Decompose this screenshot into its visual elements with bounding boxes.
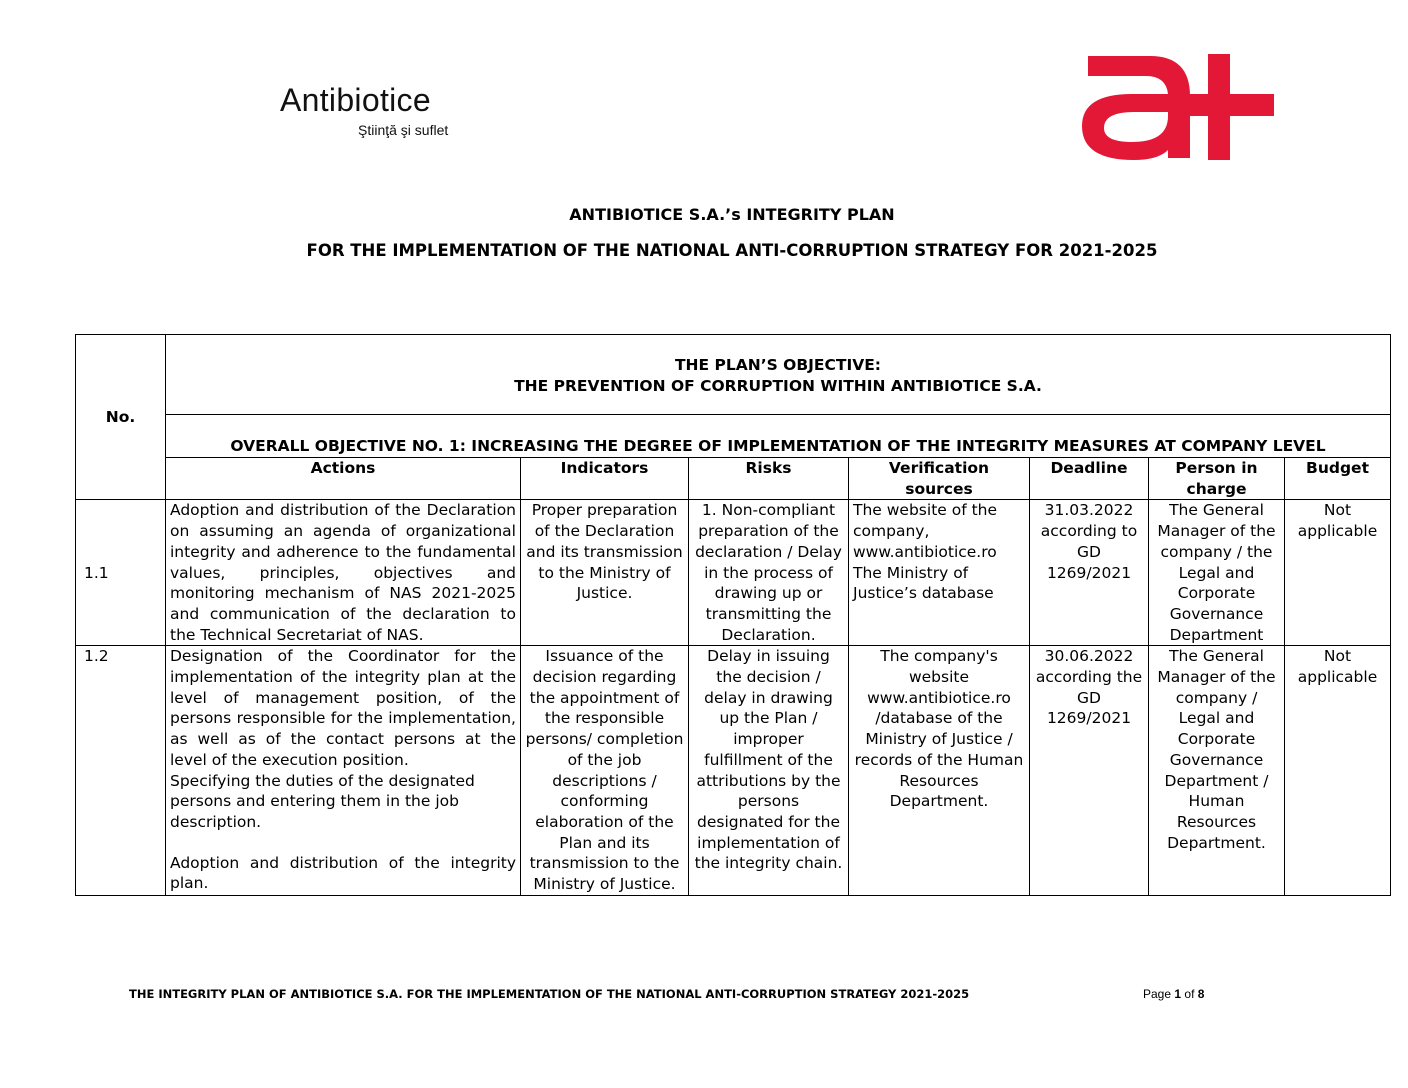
company-logo-tagline: Ştiinţă şi suflet <box>358 122 449 138</box>
row-deadline: 30.06.2022 according the GD 1269/2021 <box>1030 646 1149 895</box>
row-number: 1.1 <box>76 500 166 646</box>
row-budget: Not applicable <box>1285 646 1391 895</box>
a-plus-logo-icon <box>1082 54 1274 160</box>
page-number <box>1143 987 1204 1001</box>
row-budget: Not applicable <box>1285 500 1391 646</box>
row-actions-paragraph: Designation of the Coordinator for the implementation of the integrity plan at the level of management position, of the persons responsible for the implementation, as well as of the contact persons at the level of the execution position. <box>170 647 516 769</box>
row-verification: The company's website www.antibiotice.ro /database of the Ministry of Justice / records of the Human Resources Department. <box>849 646 1030 895</box>
row-deadline: 31.03.2022 according to GD 1269/2021 <box>1030 500 1149 646</box>
page-word: Page <box>1143 987 1172 1001</box>
column-header-indicators: Indicators <box>521 458 689 500</box>
plan-objective-heading: THE PLAN’S OBJECTIVE: <box>674 356 882 374</box>
column-header-verification: Verification sources <box>849 458 1030 500</box>
company-logo-name: Antibiotice <box>280 82 431 118</box>
row-actions-paragraph: Specifying the duties of the designated persons and entering them in the job description. <box>170 771 475 831</box>
row-person: The General Manager of the company / Legal and Corporate Governance Department / Human Resources Department. <box>1149 646 1285 895</box>
page-total: 8 <box>1197 987 1205 1001</box>
column-header-budget: Budget <box>1285 458 1391 500</box>
row-actions <box>166 646 521 895</box>
column-header-no: No. <box>76 335 166 500</box>
row-indicators: Proper preparation of the Declaration and its transmission to the Ministry of Justice. <box>521 500 689 646</box>
row-actions-paragraph: Adoption and distribution of the integrity plan. <box>170 853 516 893</box>
row-number: 1.2 <box>76 646 166 895</box>
plan-objective-cell <box>166 335 1391 415</box>
row-person: The General Manager of the company / the Legal and Corporate Governance Department <box>1149 500 1285 646</box>
footer-text: THE INTEGRITY PLAN OF ANTIBIOTICE S.A. FOR THE IMPLEMENTATION OF THE NATIONAL ANTI-CORRUPTION STRATEGY 2021-2025 <box>129 987 970 1001</box>
column-header-actions: Actions <box>166 458 521 500</box>
row-risks: 1. Non-compliant preparation of the declaration / Delay in the process of drawing up or transmitting the Declaration. <box>689 500 849 646</box>
row-verification: The website of the company, www.antibiotice.ro The Ministry of Justice’s database <box>849 500 1030 646</box>
page-current: 1 <box>1174 987 1182 1001</box>
row-indicators: Issuance of the decision regarding the appointment of the responsible persons/ completion of the job descriptions / conforming elaboration of the Plan and its transmission to the Ministry of Justice. <box>521 646 689 895</box>
column-header-risks: Risks <box>689 458 849 500</box>
document-title: ANTIBIOTICE S.A.’s INTEGRITY PLAN <box>569 205 895 224</box>
overall-objective: OVERALL OBJECTIVE NO. 1: INCREASING THE DEGREE OF IMPLEMENTATION OF THE INTEGRITY MEASURES AT COMPANY LEVEL <box>166 415 1391 458</box>
plan-objective-text: THE PREVENTION OF CORRUPTION WITHIN ANTIBIOTICE S.A. <box>514 376 1042 395</box>
column-header-person: Person in charge <box>1149 458 1285 500</box>
column-header-deadline: Deadline <box>1030 458 1149 500</box>
row-risks: Delay in issuing the decision / delay in drawing up the Plan / improper fulfillment of the attributions by the persons designated for the implementation of the integrity chain. <box>689 646 849 895</box>
column-header-row <box>76 458 1391 500</box>
table-row <box>76 500 1391 646</box>
document-subtitle: FOR THE IMPLEMENTATION OF THE NATIONAL ANTI-CORRUPTION STRATEGY FOR 2021-2025 <box>306 241 1158 260</box>
page-of: of <box>1184 987 1195 1001</box>
integrity-plan-table <box>75 334 1391 896</box>
row-actions: Adoption and distribution of the Declaration on assuming an agenda of organizational integrity and adherence to the fundamental values, principles, objectives and monitoring mechanism of NAS 2021-2025 and communication of the declaration to the Technical Secretariat of NAS. <box>166 500 521 646</box>
table-row <box>76 646 1391 895</box>
